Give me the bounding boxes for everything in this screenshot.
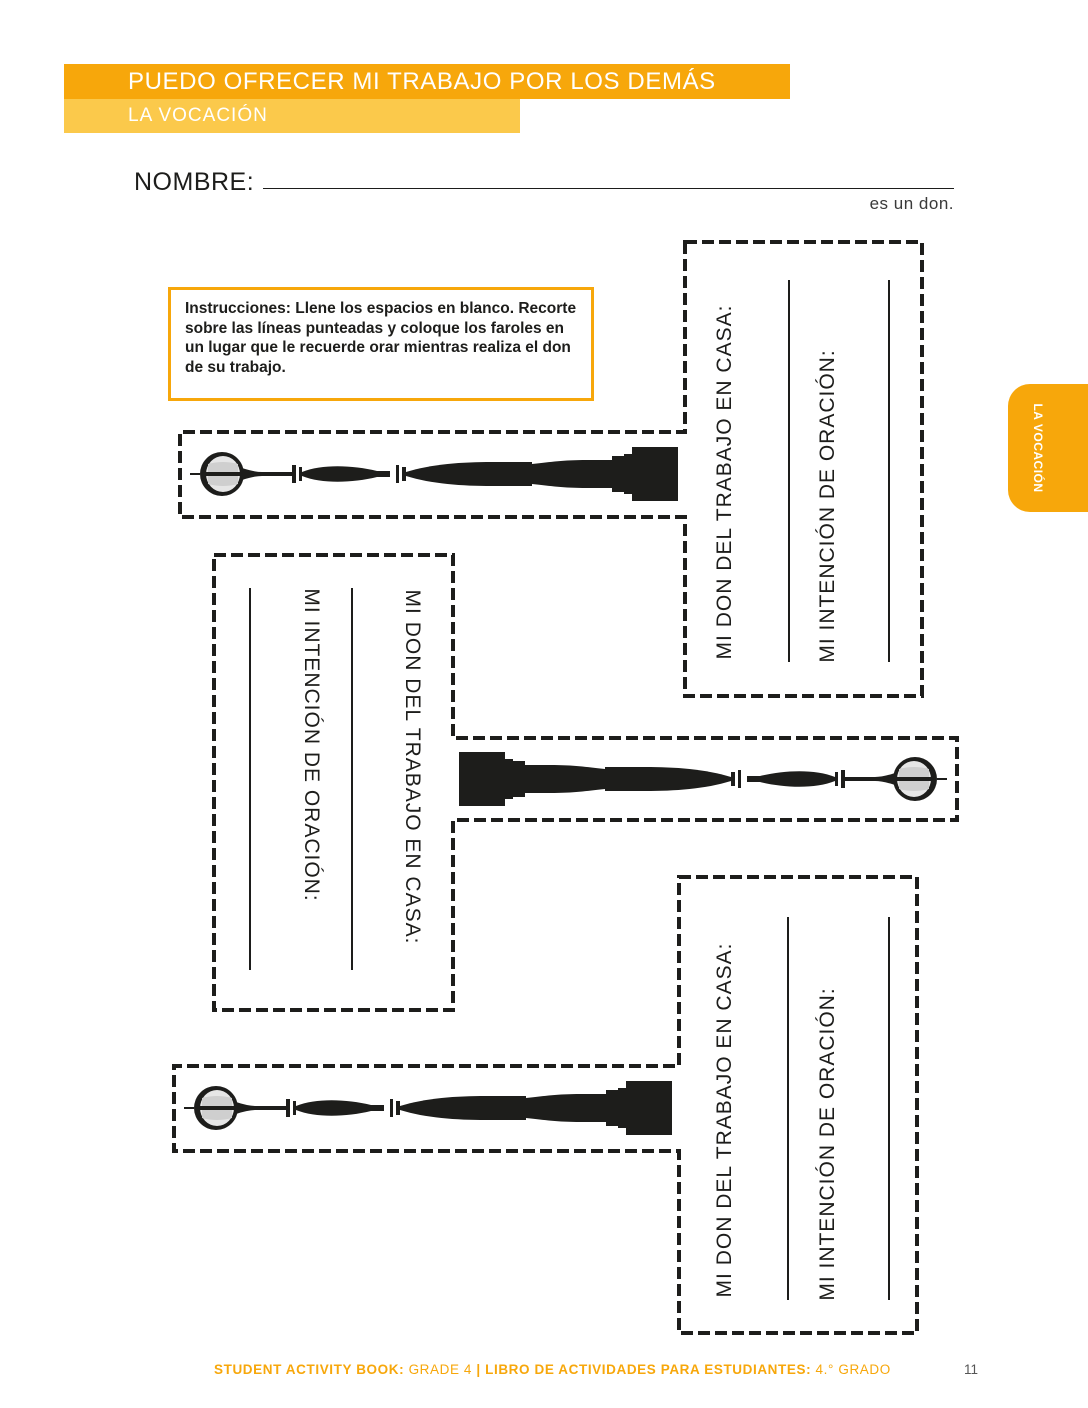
footer-part4: 4.° GRADO bbox=[815, 1362, 891, 1377]
footer bbox=[214, 1362, 891, 1377]
name-suffix: es un don. bbox=[869, 194, 954, 213]
card1-intention-label: MI INTENCIÓN DE ORACIÓN: bbox=[816, 349, 839, 663]
footer-part1: STUDENT ACTIVITY BOOK: bbox=[214, 1362, 405, 1377]
footer-sep: | bbox=[472, 1362, 486, 1377]
name-label: NOMBRE: bbox=[134, 168, 255, 196]
lamp-icon bbox=[184, 1081, 672, 1135]
lamp-icon bbox=[190, 447, 678, 501]
page-title: PUEDO OFRECER MI TRABAJO POR LOS DEMÁS bbox=[128, 68, 716, 95]
footer-part2: GRADE 4 bbox=[408, 1362, 473, 1377]
instructions-text: Instrucciones: Llene los espacios en blanco. Recorte sobre las líneas punteadas y coloque los faroles en un lugar que le recuerde orar mientras realiza el don de su trabajo. bbox=[185, 300, 577, 376]
card2-intention-label: MI INTENCIÓN DE ORACIÓN: bbox=[300, 588, 323, 902]
page-subtitle: LA VOCACIÓN bbox=[128, 105, 268, 126]
card1-gift-label: MI DON DEL TRABAJO EN CASA: bbox=[713, 304, 736, 660]
card3-intention-label: MI INTENCIÓN DE ORACIÓN: bbox=[816, 987, 839, 1301]
card2-gift-label: MI DON DEL TRABAJO EN CASA: bbox=[401, 589, 424, 945]
card3-gift-label: MI DON DEL TRABAJO EN CASA: bbox=[713, 942, 736, 1298]
instructions-box bbox=[168, 287, 594, 401]
footer-part3: LIBRO DE ACTIVIDADES PARA ESTUDIANTES: bbox=[485, 1362, 812, 1377]
side-tab-label: LA VOCACIÓN bbox=[1031, 403, 1045, 493]
page-number: 11 bbox=[964, 1362, 979, 1377]
lamp-icon bbox=[459, 752, 947, 806]
